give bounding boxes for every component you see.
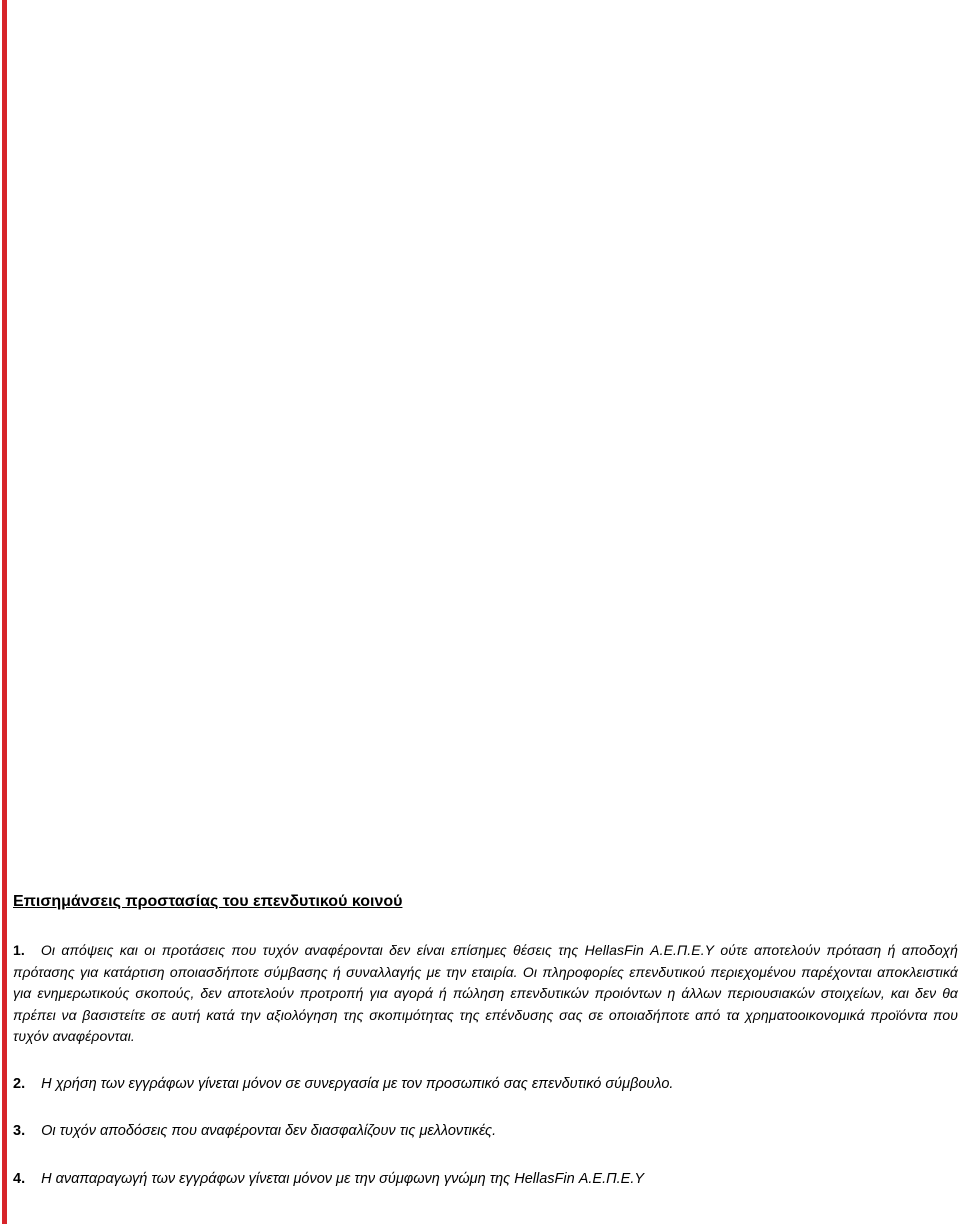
item-number: 2. [13,1075,26,1092]
left-accent-bar [2,0,7,1224]
item-number: 1. [13,942,25,958]
item-text: Οι τυχόν αποδόσεις που αναφέρονται δεν διασφαλίζουν τις μελλοντικές. [41,1123,497,1139]
item-number: 3. [13,1123,26,1139]
item-text: Η χρήση των εγγράφων γίνεται μόνον σε συνεργασία με τον προσωπικό σας επενδυτικό σύμβουλο. [41,1075,674,1092]
disclaimer-section [13,890,958,1190]
item-text: Οι απόψεις και οι προτάσεις που τυχόν αναφέρονται δεν είναι επίσημες θέσεις της HellasFin Α.Ε.Π.Ε.Υ ούτε αποτελούν πρόταση ή αποδοχή πρότασης για κατάρτιση οποιασδήποτε σύμβασης ή συναλλαγής με την εταιρία. Οι πληροφορίες επενδυτικού περιεχομένου παρέχονται αποκλειστικά για ενημερωτικούς σκοπούς, δεν αποτελούν προτροπή για αγορά ή πώληση επενδυτικών προιόντων η άλλων περιουσιακών στοιχείων, και δεν θα πρέπει να βασιστείτε σε αυτή κατά την αξιολόγηση της σκοπιμότητας της επένδυσης σας σε οποιαδήποτε από τα χρηματοοικονομικά προϊόντα που τυχόν αναφέρονται. [13,942,958,1044]
disclaimer-item-3 [13,1121,958,1143]
disclaimer-heading: Επισημάνσεις προστασίας του επενδυτικού κοινού [13,893,403,910]
disclaimer-item-1 [13,940,958,1048]
disclaimer-item-2 [13,1074,958,1096]
item-text: Η αναπαραγωγή των εγγράφων γίνεται μόνον με την σύμφωνη γνώμη της HellasFin Α.Ε.Π.Ε.Υ [41,1170,645,1187]
item-number: 4. [13,1170,26,1187]
disclaimer-item-4 [13,1169,958,1191]
